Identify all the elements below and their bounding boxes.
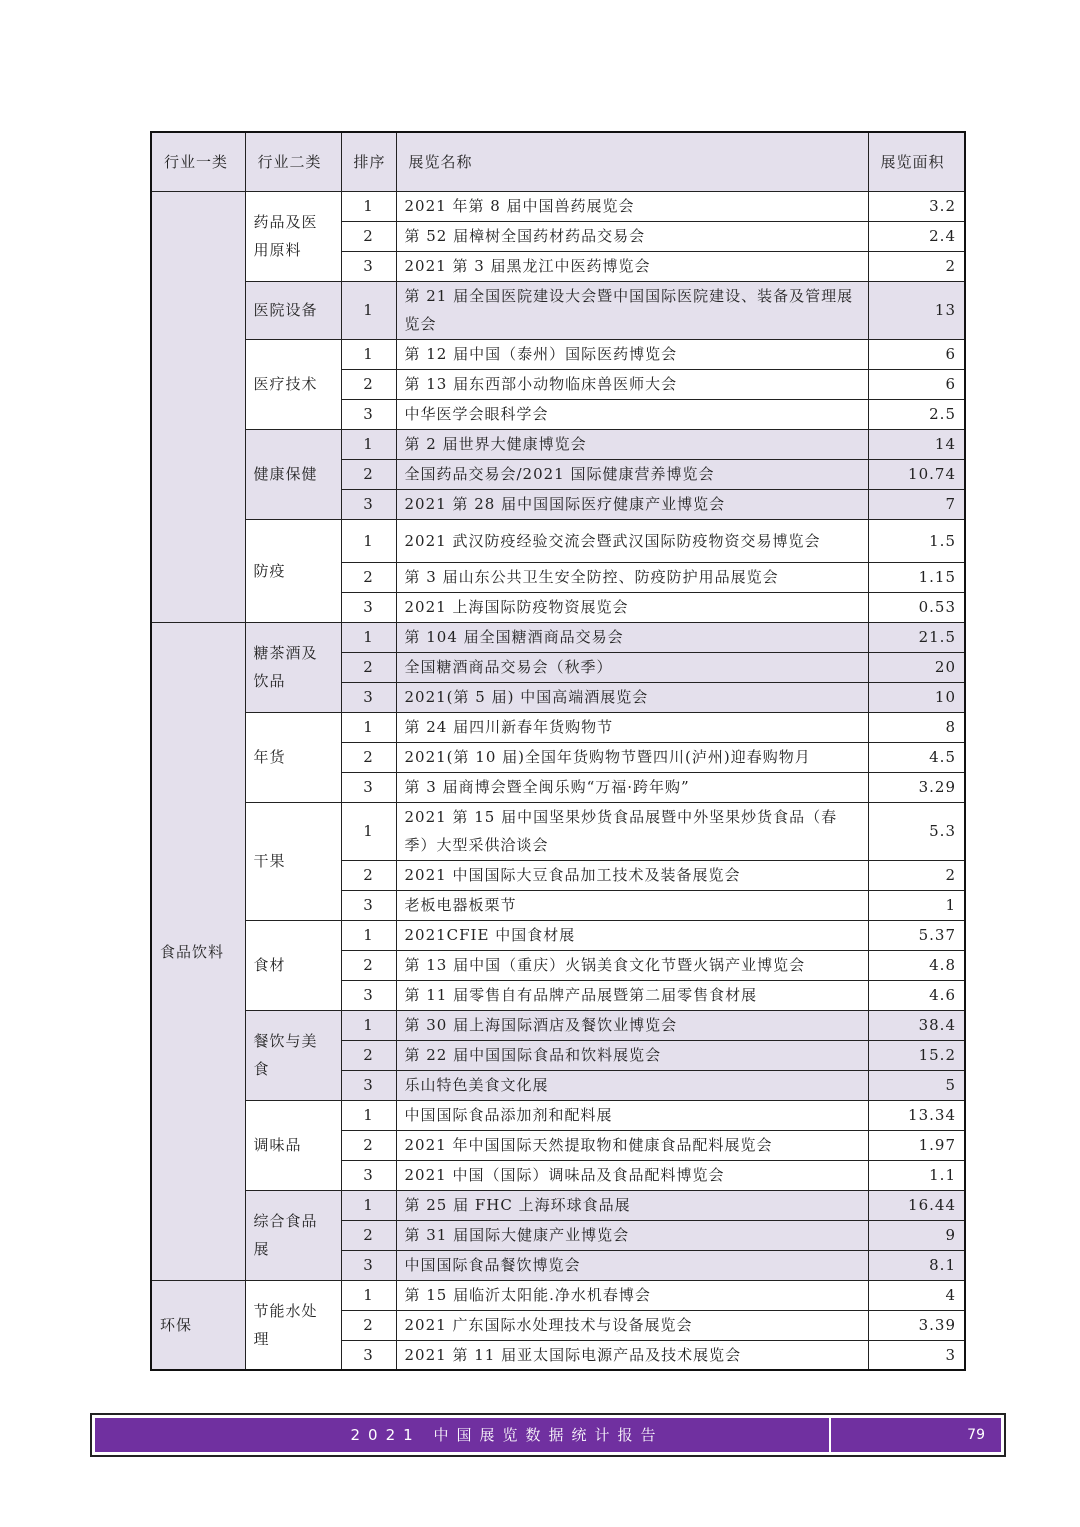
exhibition-area-cell: 4	[868, 1280, 965, 1310]
rank-cell: 3	[341, 1340, 396, 1370]
rank-cell: 3	[341, 592, 396, 622]
rank-cell: 2	[341, 459, 396, 489]
exhibition-name-cell: 2021 第 3 届黑龙江中医药博览会	[396, 251, 868, 281]
table-row	[151, 1190, 965, 1220]
rank-cell: 1	[341, 802, 396, 860]
exhibition-name-cell: 老板电器板栗节	[396, 890, 868, 920]
rank-cell: 3	[341, 251, 396, 281]
table-row	[151, 712, 965, 742]
rank-cell: 1	[341, 1100, 396, 1130]
industry-2-cell: 餐饮与美食	[245, 1010, 341, 1100]
exhibition-name-cell: 第 52 届樟树全国药材药品交易会	[396, 221, 868, 251]
exhibition-name-cell: 2021(第 10 届)全国年货购物节暨四川(泸州)迎春购物月	[396, 742, 868, 772]
exhibition-area-cell: 4.5	[868, 742, 965, 772]
industry-1-cell: 食品饮料	[151, 622, 245, 1280]
exhibition-name-cell: 2021 中国国际大豆食品加工技术及装备展览会	[396, 860, 868, 890]
exhibition-area-cell: 8.1	[868, 1250, 965, 1280]
exhibition-name-cell: 中国国际食品添加剂和配料展	[396, 1100, 868, 1130]
exhibition-name-cell: 第 31 届国际大健康产业博览会	[396, 1220, 868, 1250]
industry-2-cell: 食材	[245, 920, 341, 1010]
table-row	[151, 1100, 965, 1130]
exhibition-name-cell: 2021 第 28 届中国国际医疗健康产业博览会	[396, 489, 868, 519]
page-number: 79	[967, 1427, 985, 1443]
rank-cell: 1	[341, 1280, 396, 1310]
rank-cell: 3	[341, 772, 396, 802]
exhibition-area-cell: 1.5	[868, 519, 965, 562]
exhibition-area-cell: 9	[868, 1220, 965, 1250]
exhibition-area-cell: 4.8	[868, 950, 965, 980]
industry-1-cell: 环保	[151, 1280, 245, 1370]
exhibition-name-cell: 2021(第 5 届) 中国高端酒展览会	[396, 682, 868, 712]
exhibition-area-cell: 16.44	[868, 1190, 965, 1220]
exhibition-area-cell: 21.5	[868, 622, 965, 652]
rank-cell: 2	[341, 1310, 396, 1340]
exhibition-area-cell: 3.39	[868, 1310, 965, 1340]
rank-cell: 2	[341, 562, 396, 592]
rank-cell: 2	[341, 652, 396, 682]
table-row	[151, 281, 965, 339]
exhibition-area-cell: 2	[868, 251, 965, 281]
exhibition-area-cell: 4.6	[868, 980, 965, 1010]
exhibition-area-cell: 3.2	[868, 191, 965, 221]
rank-cell: 1	[341, 191, 396, 221]
rank-cell: 2	[341, 742, 396, 772]
footer-report-title: 2021 中国展览数据统计报告	[350, 1426, 664, 1444]
exhibition-area-cell: 2	[868, 860, 965, 890]
rank-cell: 3	[341, 1160, 396, 1190]
exhibition-area-cell: 8	[868, 712, 965, 742]
rank-cell: 1	[341, 1190, 396, 1220]
exhibition-area-cell: 5.37	[868, 920, 965, 950]
exhibition-area-cell: 0.53	[868, 592, 965, 622]
rank-cell: 1	[341, 519, 396, 562]
exhibition-area-cell: 10.74	[868, 459, 965, 489]
exhibition-area-cell: 6	[868, 369, 965, 399]
industry-2-cell: 干果	[245, 802, 341, 920]
exhibition-area-cell: 13	[868, 281, 965, 339]
exhibition-name-cell: 中国国际食品餐饮博览会	[396, 1250, 868, 1280]
exhibition-name-cell: 全国糖酒商品交易会（秋季）	[396, 652, 868, 682]
table-row	[151, 519, 965, 562]
exhibition-name-cell: 2021 年中国国际天然提取物和健康食品配料展览会	[396, 1130, 868, 1160]
exhibition-area-cell: 1.1	[868, 1160, 965, 1190]
rank-cell: 3	[341, 399, 396, 429]
rank-cell: 3	[341, 1070, 396, 1100]
rank-cell: 2	[341, 1220, 396, 1250]
table-row	[151, 920, 965, 950]
rank-cell: 1	[341, 712, 396, 742]
exhibition-name-cell: 第 30 届上海国际酒店及餐饮业博览会	[396, 1010, 868, 1040]
table-row	[151, 429, 965, 459]
header-exhibition-area: 展览面积	[868, 132, 965, 191]
exhibition-name-cell: 第 3 届商博会暨全闽乐购“万福·跨年购”	[396, 772, 868, 802]
table-body	[151, 191, 965, 1370]
exhibition-area-cell: 14	[868, 429, 965, 459]
exhibition-area-cell: 1.15	[868, 562, 965, 592]
header-industry-2: 行业二类	[245, 132, 341, 191]
rank-cell: 1	[341, 622, 396, 652]
industry-2-cell: 防疫	[245, 519, 341, 622]
exhibition-area-cell: 5	[868, 1070, 965, 1100]
exhibition-name-cell: 第 104 届全国糖酒商品交易会	[396, 622, 868, 652]
exhibition-name-cell: 第 22 届中国国际食品和饮料展览会	[396, 1040, 868, 1070]
exhibition-table-container	[150, 131, 964, 1371]
exhibition-area-cell: 38.4	[868, 1010, 965, 1040]
exhibition-area-cell: 3	[868, 1340, 965, 1370]
exhibition-area-cell: 6	[868, 339, 965, 369]
industry-2-cell: 医疗技术	[245, 339, 341, 429]
exhibition-area-cell: 7	[868, 489, 965, 519]
industry-2-cell: 药品及医用原料	[245, 191, 341, 281]
exhibition-name-cell: 乐山特色美食文化展	[396, 1070, 868, 1100]
rank-cell: 3	[341, 682, 396, 712]
exhibition-area-cell: 5.3	[868, 802, 965, 860]
exhibition-area-cell: 20	[868, 652, 965, 682]
exhibition-area-cell: 2.4	[868, 221, 965, 251]
exhibition-name-cell: 第 21 届全国医院建设大会暨中国国际医院建设、装备及管理展览会	[396, 281, 868, 339]
exhibition-name-cell: 2021 广东国际水处理技术与设备展览会	[396, 1310, 868, 1340]
exhibition-name-cell: 第 12 届中国（泰州）国际医药博览会	[396, 339, 868, 369]
rank-cell: 3	[341, 489, 396, 519]
exhibition-name-cell: 第 13 届东西部小动物临床兽医师大会	[396, 369, 868, 399]
industry-2-cell: 综合食品展	[245, 1190, 341, 1280]
rank-cell: 1	[341, 281, 396, 339]
table-row	[151, 1280, 965, 1310]
exhibition-name-cell: 2021CFIE 中国食材展	[396, 920, 868, 950]
exhibition-area-cell: 15.2	[868, 1040, 965, 1070]
rank-cell: 2	[341, 950, 396, 980]
page-footer	[90, 1413, 1006, 1457]
table-row	[151, 339, 965, 369]
exhibition-name-cell: 2021 武汉防疫经验交流会暨武汉国际防疫物资交易博览会	[396, 519, 868, 562]
rank-cell: 1	[341, 920, 396, 950]
industry-2-cell: 年货	[245, 712, 341, 802]
industry-2-cell: 节能水处理	[245, 1280, 341, 1370]
exhibition-area-cell: 1	[868, 890, 965, 920]
rank-cell: 2	[341, 1130, 396, 1160]
table-row	[151, 191, 965, 221]
exhibition-name-cell: 2021 第 11 届亚太国际电源产品及技术展览会	[396, 1340, 868, 1370]
exhibition-area-cell: 2.5	[868, 399, 965, 429]
exhibition-name-cell: 第 2 届世界大健康博览会	[396, 429, 868, 459]
exhibition-name-cell: 全国药品交易会/2021 国际健康营养博览会	[396, 459, 868, 489]
rank-cell: 2	[341, 1040, 396, 1070]
exhibition-name-cell: 2021 中国（国际）调味品及食品配料博览会	[396, 1160, 868, 1190]
header-rank: 排序	[341, 132, 396, 191]
rank-cell: 1	[341, 1010, 396, 1040]
header-exhibition-name: 展览名称	[396, 132, 868, 191]
industry-2-cell: 医院设备	[245, 281, 341, 339]
table-row	[151, 802, 965, 860]
exhibition-name-cell: 中华医学会眼科学会	[396, 399, 868, 429]
industry-2-cell: 调味品	[245, 1100, 341, 1190]
rank-cell: 2	[341, 221, 396, 251]
exhibition-name-cell: 第 3 届山东公共卫生安全防控、防疫防护用品展览会	[396, 562, 868, 592]
rank-cell: 3	[341, 980, 396, 1010]
exhibition-name-cell: 2021 年第 8 届中国兽药展览会	[396, 191, 868, 221]
exhibition-name-cell: 第 15 届临沂太阳能.净水机春博会	[396, 1280, 868, 1310]
industry-1-cell	[151, 191, 245, 622]
exhibition-name-cell: 第 11 届零售自有品牌产品展暨第二届零售食材展	[396, 980, 868, 1010]
exhibition-area-cell: 13.34	[868, 1100, 965, 1130]
rank-cell: 3	[341, 1250, 396, 1280]
exhibition-name-cell: 第 25 届 FHC 上海环球食品展	[396, 1190, 868, 1220]
rank-cell: 1	[341, 339, 396, 369]
exhibition-area-cell: 1.97	[868, 1130, 965, 1160]
exhibition-table	[150, 131, 966, 1371]
exhibition-name-cell: 第 24 届四川新春年货购物节	[396, 712, 868, 742]
exhibition-area-cell: 3.29	[868, 772, 965, 802]
table-row	[151, 1010, 965, 1040]
exhibition-area-cell: 10	[868, 682, 965, 712]
rank-cell: 2	[341, 369, 396, 399]
rank-cell: 2	[341, 860, 396, 890]
table-row	[151, 622, 965, 652]
rank-cell: 3	[341, 890, 396, 920]
exhibition-name-cell: 第 13 届中国（重庆）火锅美食文化节暨火锅产业博览会	[396, 950, 868, 980]
table-header-row	[151, 132, 965, 191]
industry-2-cell: 健康保健	[245, 429, 341, 519]
header-industry-1: 行业一类	[151, 132, 245, 191]
exhibition-name-cell: 2021 上海国际防疫物资展览会	[396, 592, 868, 622]
exhibition-name-cell: 2021 第 15 届中国坚果炒货食品展暨中外坚果炒货食品（春季）大型采供洽谈会	[396, 802, 868, 860]
rank-cell: 1	[341, 429, 396, 459]
industry-2-cell: 糖茶酒及饮品	[245, 622, 341, 712]
footer-bar	[95, 1418, 1001, 1452]
